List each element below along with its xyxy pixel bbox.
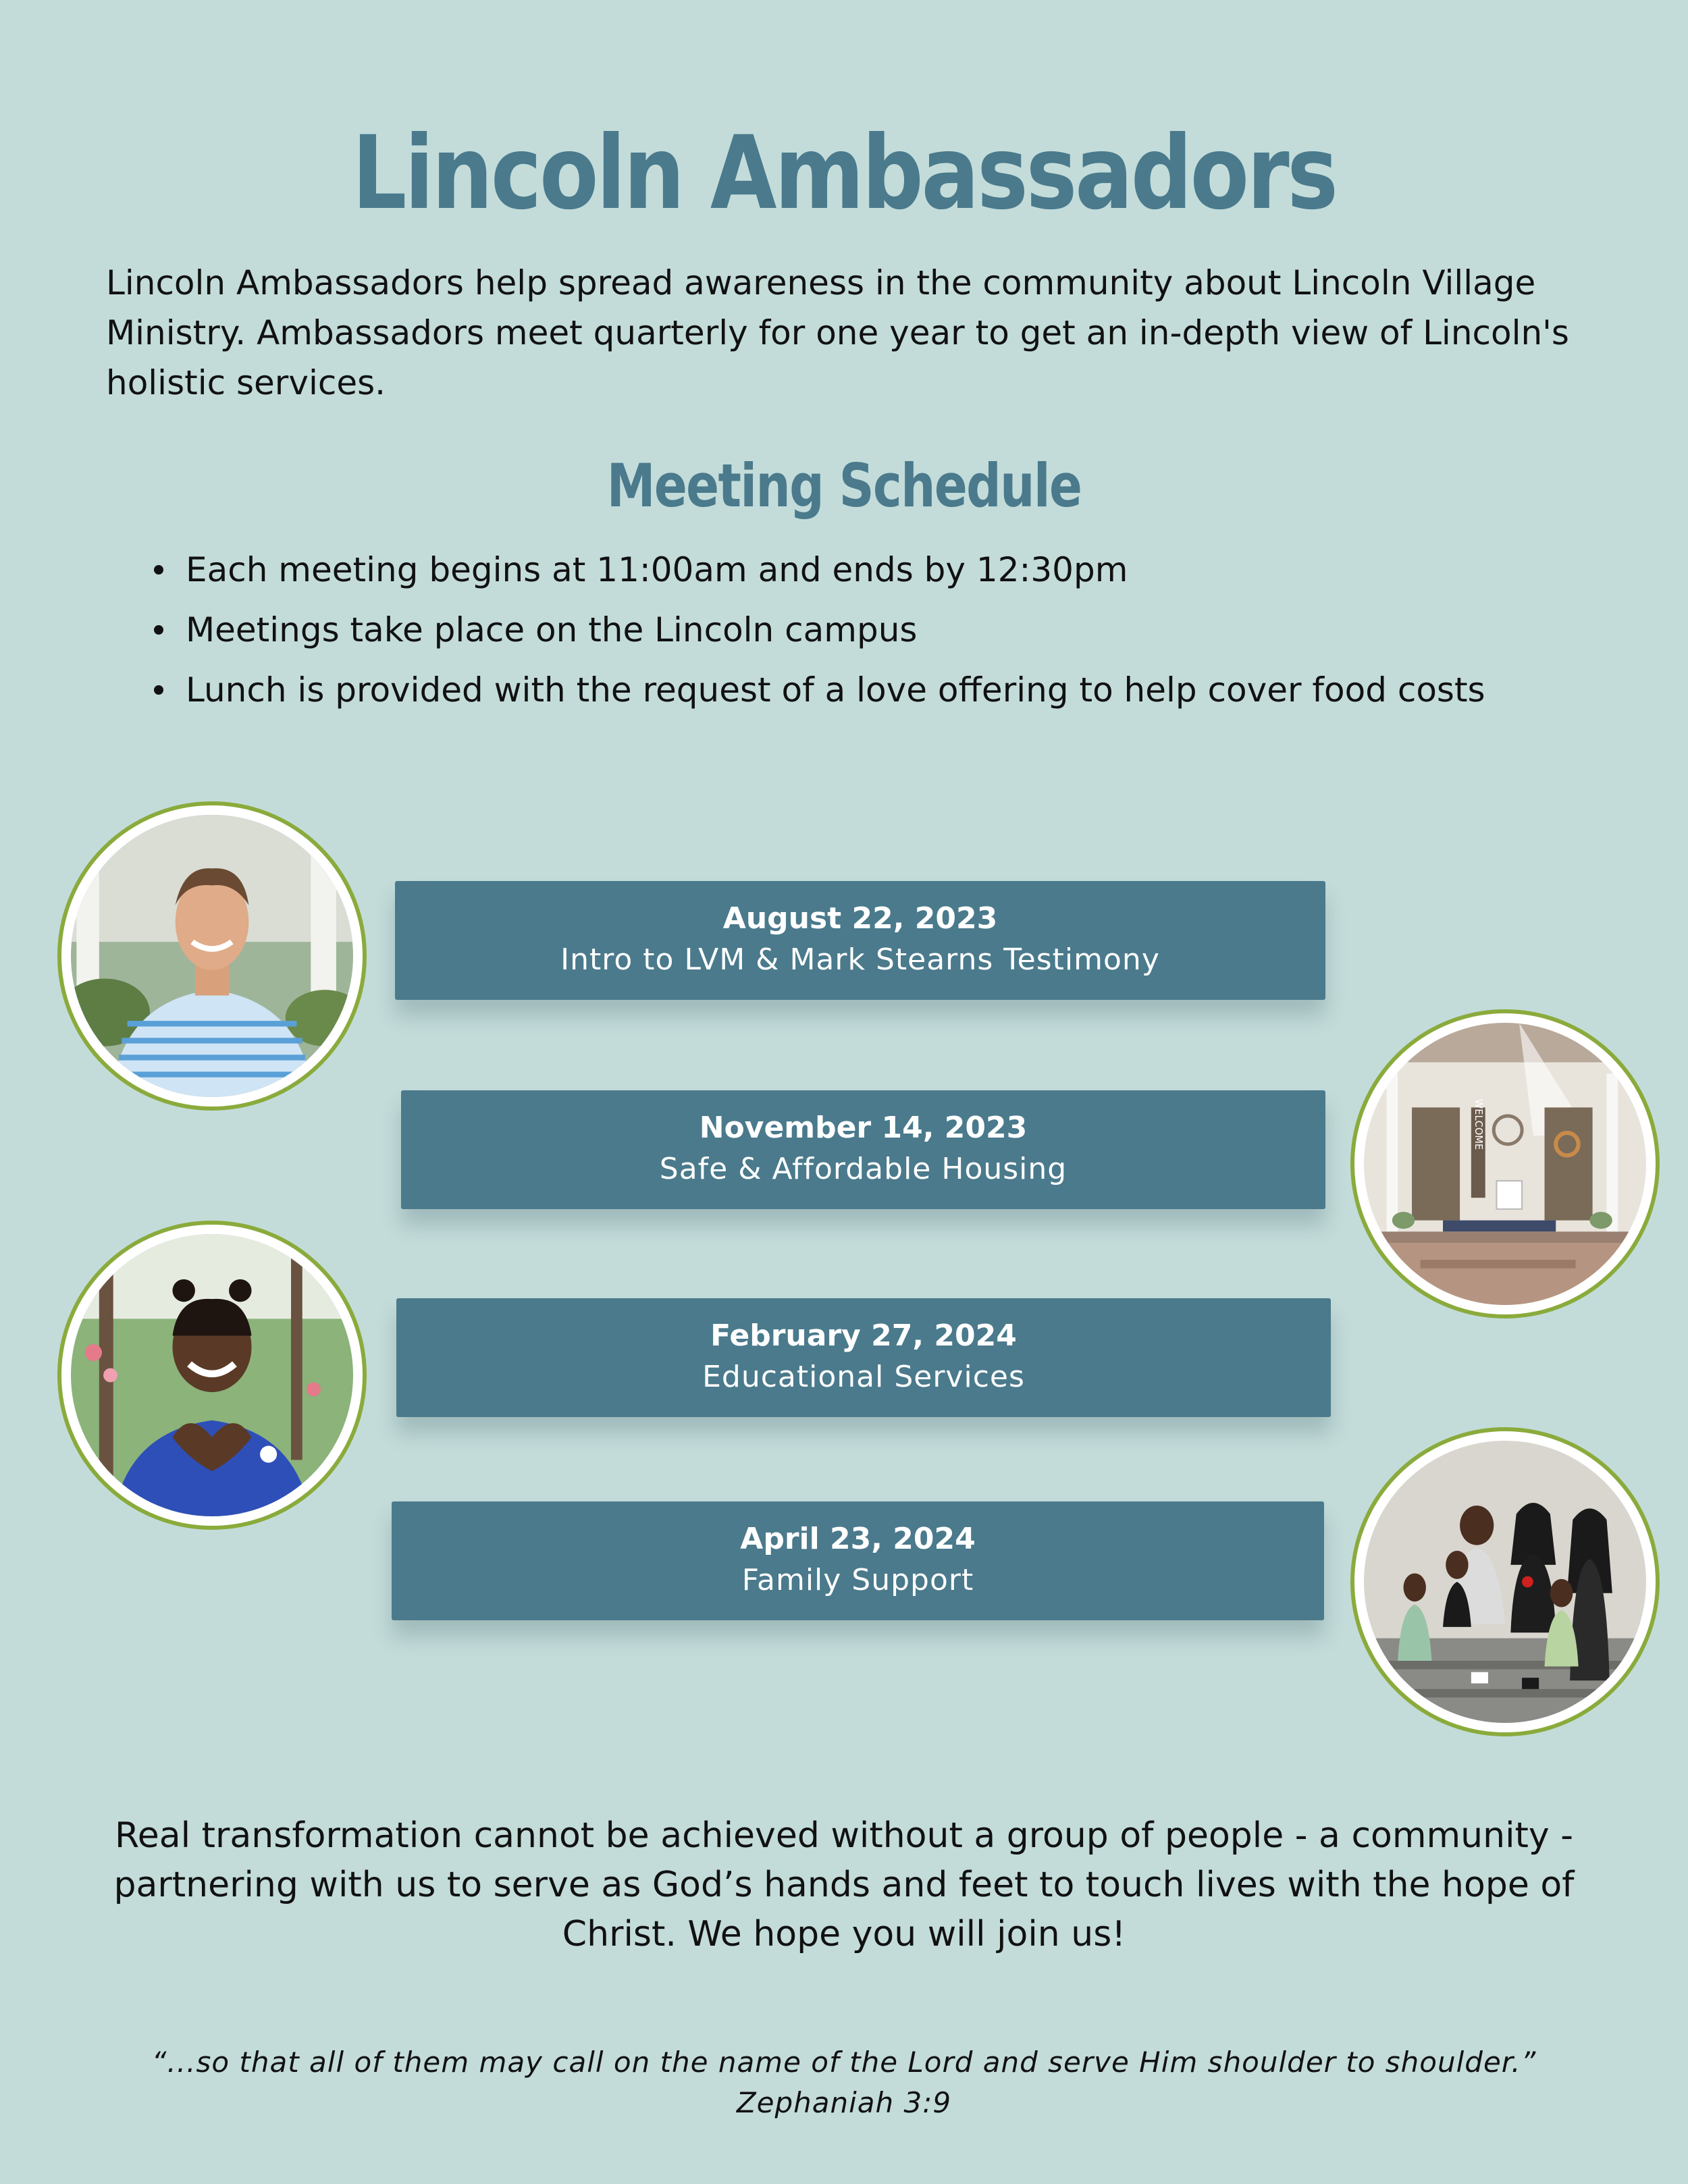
photo-child-heart — [57, 1221, 367, 1530]
closing-paragraph: Real transformation cannot be achieved without a group of people - a community - partnering with us to serve as God’s hands and feet to touch lives with the hope of Christ. We hope you will join us! — [113, 1815, 1575, 1954]
meeting-date: February 27, 2024 — [710, 1319, 1017, 1353]
quote-text: “...so that all of them may call on the name of the Lord and serve Him shoulder to shoulder.” — [151, 2046, 1537, 2079]
meeting-date: November 14, 2023 — [699, 1111, 1028, 1145]
quote-citation: Zephaniah 3:9 — [736, 2086, 952, 2119]
meeting-topic: Educational Services — [702, 1360, 1025, 1394]
meeting-topic: Family Support — [741, 1563, 974, 1597]
photo-house-porch — [1350, 1009, 1660, 1319]
bullet-text: Lunch is provided with the request of a love offering to help cover food costs — [186, 670, 1485, 710]
meeting-date: April 23, 2024 — [740, 1522, 976, 1556]
meeting-banner-2 — [401, 1090, 1325, 1209]
bullet-dot-icon — [154, 685, 163, 695]
house-porch-image — [1364, 1023, 1646, 1305]
photo-family-group — [1350, 1427, 1660, 1736]
scripture-quote — [0, 2042, 1688, 2123]
bullet-item — [149, 600, 1668, 660]
bullet-text: Meetings take place on the Lincoln campus — [186, 610, 918, 649]
meeting-date: August 22, 2023 — [722, 901, 998, 936]
family-group-image — [1364, 1441, 1646, 1723]
welcome-sign-text: WELCOME — [1472, 1098, 1484, 1150]
bullet-item — [149, 540, 1668, 600]
man-portrait-image — [71, 815, 353, 1097]
photo-man-portrait — [57, 801, 367, 1111]
schedule-bullet-list — [149, 540, 1668, 720]
schedule-heading: Meeting Schedule — [606, 451, 1082, 521]
intro-paragraph: Lincoln Ambassadors help spread awareness in the community about Lincoln Village Ministry. Ambassadors meet quarterly for one year to get an in-depth view of Lincoln's holistic services. — [106, 263, 1569, 402]
meeting-banner-4 — [392, 1501, 1324, 1620]
bullet-item — [149, 660, 1668, 720]
bullet-dot-icon — [154, 565, 163, 575]
bullet-text: Each meeting begins at 11:00am and ends by 12:30pm — [186, 550, 1128, 589]
bullet-dot-icon — [154, 625, 163, 635]
child-heart-image — [71, 1234, 353, 1516]
page-title: Lincoln Ambassadors — [352, 115, 1336, 232]
meeting-banner-3 — [396, 1298, 1331, 1417]
meeting-topic: Safe & Affordable Housing — [659, 1152, 1067, 1186]
meeting-banner-1 — [395, 881, 1325, 1000]
meeting-topic: Intro to LVM & Mark Stearns Testimony — [560, 942, 1160, 977]
